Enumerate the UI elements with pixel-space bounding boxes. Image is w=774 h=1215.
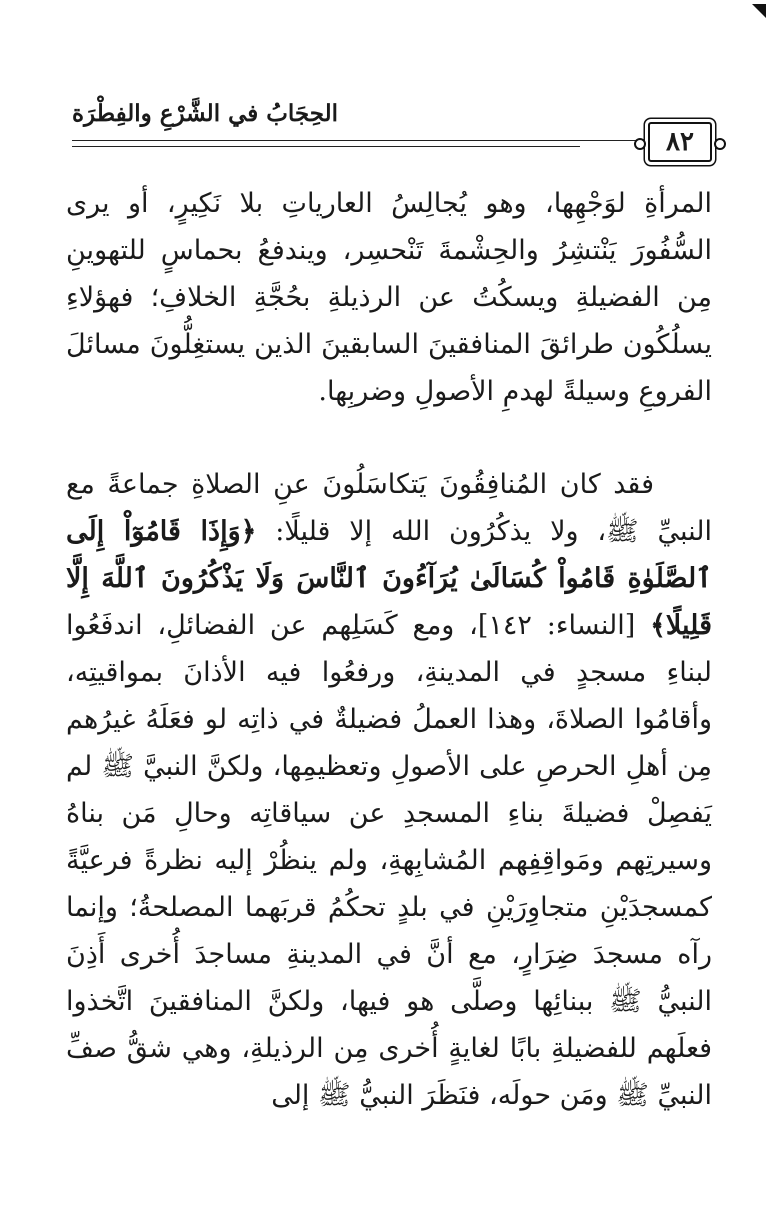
quran-verse: ﴿وَإِذَا قَامُوٓاْ إِلَى ٱلصَّلَوٰةِ قَامُواْ كُسَالَىٰ يُرَآءُونَ ٱلنَّاسَ وَلَا يَذْكُرُونَ ٱللَّهَ إِلَّا قَلِيلًا﴾ xyxy=(66,516,712,641)
header-rule-bottom xyxy=(72,146,580,147)
paragraph-1 xyxy=(66,180,712,415)
running-title-text: الحِجَابُ في الشَّرْعِ والفِطْرَة xyxy=(72,100,339,127)
page-header xyxy=(72,96,712,166)
page-number: ٨٢ xyxy=(648,122,712,162)
verse-reference: [النساء: ١٤٢] xyxy=(477,610,636,641)
paragraph-1-text: المرأةِ لوَجْهِها، وهو يُجالِسُ العارياتِ بلا نَكِيرٍ، أو يرى السُّفُورَ يَنْتشِرُ والحِشْمةَ تَنْحسِر، ويندفعُ بحماسٍ للتهوينِ مِن الفضيلةِ ويسكُتُ عن الرذيلةِ بحُجَّةِ الخلافِ؛ فهؤلاءِ يسلُكُون طرائقَ المنافقينَ السابقينَ الذين يستغِلُّونَ مسائلَ الفروعِ وسيلةً لهدمِ الأصولِ وضربِها. xyxy=(66,188,712,407)
header-rule-top xyxy=(72,140,712,141)
running-title xyxy=(72,100,372,127)
paragraph-2-intro: فقد كان المُنافِقُونَ يَتكاسَلُونَ عنِ الصلاةِ جماعةً مع النبيِّ ﷺ، ولا يذكُرُون الله إلا قليلًا: xyxy=(66,469,712,547)
corner-mark-icon xyxy=(752,4,766,18)
paragraph-2 xyxy=(66,461,712,1119)
paragraph-2-rest: ، ومع كَسَلِهم عن الفضائلِ، اندفَعُوا لبناءِ مسجدٍ في المدينةِ، ورفعُوا فيه الأذانَ بمواقيتِه، وأقامُوا الصلاةَ، وهذا العملُ فضيلةٌ في ذاتِه لو فعَلَهُ غيرُهم مِن أهلِ الحرصِ على الأصولِ وتعظيمِها، ولكنَّ النبيَّ ﷺ لم يَفصِلْ فضيلةَ بناءِ المسجدِ عن سياقاتِه وحالِ مَن بناهُ وسيرتِهم ومَواقِفِهم المُشابِهةِ، ولم ينظُرْ إليه نظرةً فرعيَّةً كمسجدَيْنِ متجاوِرَيْنِ في بلدٍ تحكُمُ قربَهما المصلحةُ؛ وإنما رآه مسجدَ ضِرَارٍ، مع أنَّ في المدينةِ مساجدَ أُخرى أَذِنَ النبيُّ ﷺ ببنائِها وصلَّى هو فيها، ولكنَّ المنافقينَ اتَّخذوا فعلَهم للفضيلةِ بابًا لغايةٍ أُخرى مِن الرذيلةِ، وهي شقُّ صفِّ النبيِّ ﷺ ومَن حولَه، فنَظَرَ النبيُّ ﷺ إلى xyxy=(66,610,712,1111)
